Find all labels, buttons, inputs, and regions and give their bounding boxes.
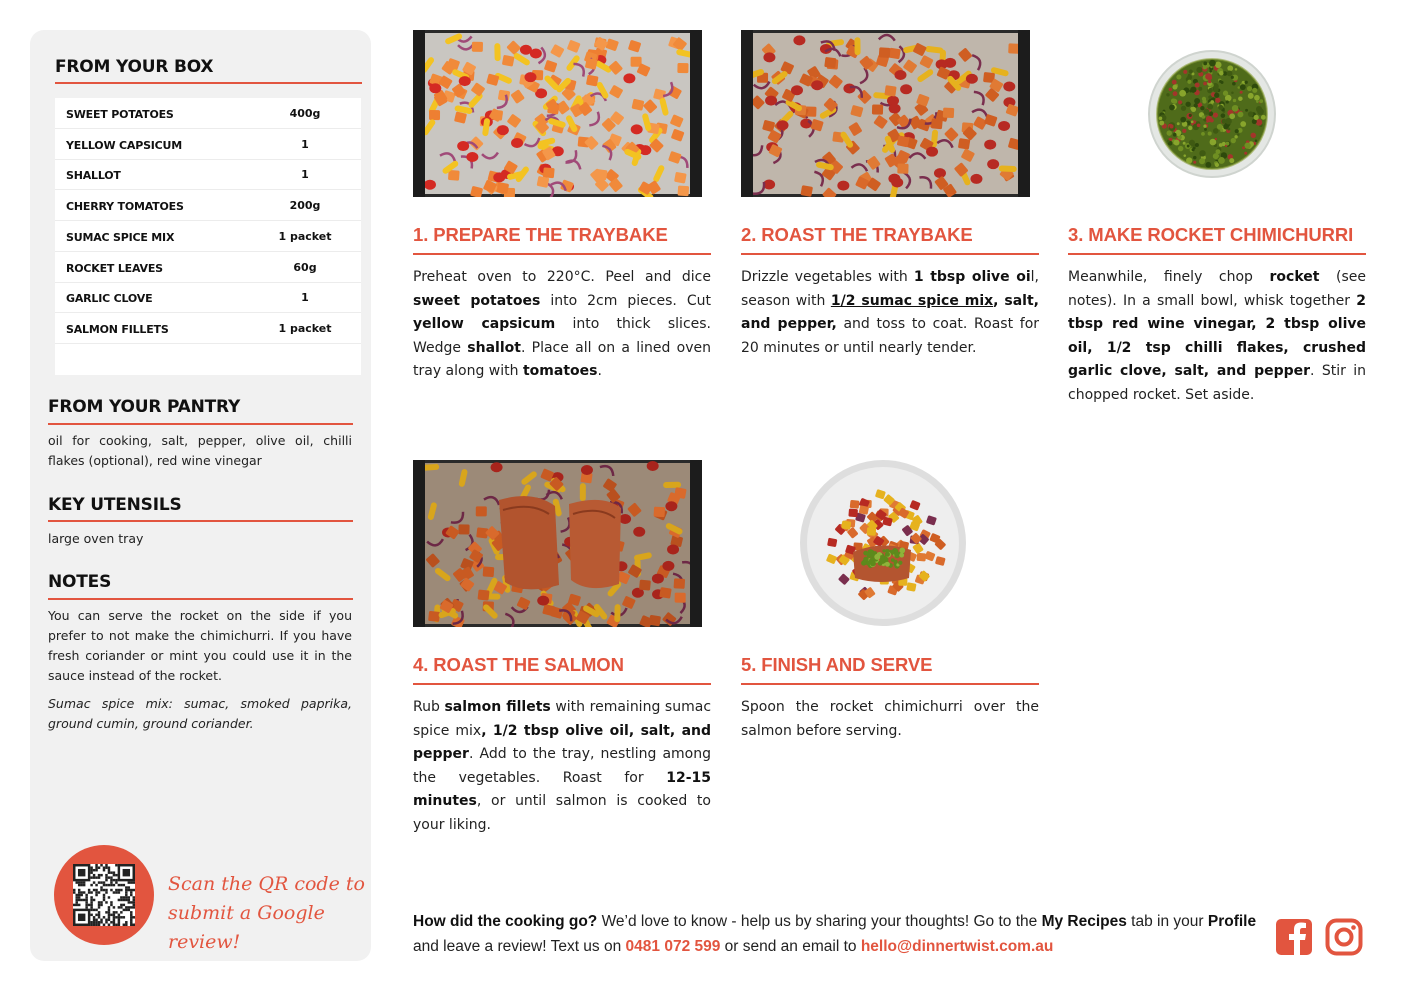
heading-rule [48,520,353,522]
text-run: tomatoes [522,363,598,379]
step-5-body [741,696,1039,743]
text-run: and toss to coat. Roast for 20 minutes or until nearly tender. [741,316,1040,356]
step-4-body [413,696,711,837]
ingredient-qty: 200g [289,199,321,213]
step-5-image [741,460,1039,627]
ingredient-qty: 400g [289,107,321,120]
from-your-pantry-heading: FROM YOUR PANTRY [48,397,241,417]
ingredient-qty: 1 packet [278,229,332,243]
notes-italic-text: Sumac spice mix: sumac, smoked paprika, ground cumin, ground coriander. [48,696,352,731]
step-5-rule [741,683,1039,685]
ingredient-row [55,313,361,344]
qr-caption-line-1: Scan the QR code to [168,873,365,895]
text-run: 2 tbsp red wine vinegar, 2 tbsp olive oil, 1/2 tsp chilli flakes, crushed garlic clove, salt, and pepper [1068,292,1366,379]
text-run: , 1/2 tbsp olive oil, salt, and pepper [413,722,711,762]
ingredient-name: GARLIC CLOVE [66,292,153,306]
ingredient-qty: 1 [301,137,309,151]
step-1-image [413,30,702,197]
heading-rule [55,82,362,84]
step-2-body [741,266,1039,360]
text-run: . Place all on a lined oven tray along with [413,339,711,379]
text-run: Drizzle vegetables with [741,269,914,285]
text-run: My Recipes [1041,913,1127,930]
step-2-title: 2. ROAST THE TRAYBAKE [741,224,973,245]
ingredient-name: SALMON FILLETS [66,322,169,336]
ingredient-row [55,159,361,190]
step-4-rule [413,683,711,685]
text-run: and leave a review! Text us on [413,938,626,955]
step-5-title: 5. FINISH AND SERVE [741,654,933,675]
ingredient-name: CHERRY TOMATOES [66,200,184,214]
text-run: salmon fillets [444,699,551,715]
step-3-title: 3. MAKE ROCKET CHIMICHURRI [1068,224,1354,245]
notes-heading: NOTES [48,572,112,592]
text-run: 1/2 sumac spice mix [830,292,994,309]
step-3-image [1068,30,1366,197]
ingredient-row [55,190,361,221]
text-run: . [597,363,602,379]
text-run: rocket [1269,269,1320,285]
ingredient-row [55,282,361,313]
ingredient-qty: 1 [301,291,309,305]
plate-served-picture [741,460,1039,627]
tray-raw-vegetables-picture [413,30,702,197]
bowl-chimichurri-picture [1068,30,1366,197]
ingredient-name: SUMAC SPICE MIX [66,230,175,244]
step-2-image [741,30,1030,197]
step-2-rule [741,253,1039,255]
text-run: sweet potatoes [413,292,541,309]
text-run: into thick slices. Wedge [413,316,711,356]
ingredient-qty: 1 packet [278,321,332,335]
contact-link[interactable]: 0481 072 599 [625,938,721,955]
text-run: into 2cm pieces. Cut [540,292,711,309]
step-4-title: 4. ROAST THE SALMON [413,654,624,675]
text-run: l, season with [741,269,1039,309]
notes-text: You can serve the rocket on the side if you prefer to not make the chimichurri. If you have fresh coriander or mint you could use it in the sauce instead of the rocket. [48,608,352,683]
qr-code-badge[interactable] [54,845,154,945]
qr-caption-line-2: submit a Google review! [168,902,325,953]
facebook-icon[interactable] [1275,918,1313,956]
text-run: 12-15 minutes [413,769,711,809]
contact-link[interactable]: hello@dinnertwist.com.au [860,938,1054,955]
text-run: . Stir in chopped rocket. Set aside. [1068,363,1366,403]
step-3-rule [1068,253,1366,255]
text-run: , or until salmon is cooked to your liking. [413,793,711,833]
text-run: How did the cooking go? [413,913,598,930]
step-1-body [413,266,711,384]
ingredient-qty: 1 [301,168,309,182]
tray-roasted-vegetables-picture [741,30,1030,197]
text-run: with remaining sumac spice mix [413,699,712,739]
ingredient-row [55,252,361,283]
text-run: Preheat oven to 220°C. Peel and dice [413,269,711,285]
step-1-rule [413,253,711,255]
pantry-text: oil for cooking, salt, pepper, olive oil, chilli flakes (optional), red wine vinegar [48,433,352,468]
qr-code-icon[interactable] [73,864,135,926]
text-run: Profile [1207,913,1257,930]
key-utensils-heading: KEY UTENSILS [48,495,182,515]
utensils-text: large oven tray [48,531,144,546]
step-3-body [1068,266,1366,407]
step-1-title: 1. PREPARE THE TRAYBAKE [413,224,668,245]
text-run: We’d love to know - help us by sharing your thoughts! Go to the [597,913,1042,930]
text-run: shallot [467,339,521,356]
text-run: Rub [413,699,445,715]
ingredients-table [55,98,361,375]
text-run: tab in your [1126,913,1208,930]
text-run: , salt, and pepper, [741,292,1039,332]
ingredient-qty: 60g [293,260,317,274]
text-run: or send an email to [720,938,861,955]
text-run: (see notes). In a small bowl, whisk together [1068,269,1366,309]
text-run: 1 tbsp olive oi [913,269,1031,285]
ingredient-row [55,129,361,160]
ingredient-name: ROCKET LEAVES [66,261,163,275]
text-run: Spoon the rocket chimichurri over the salmon before serving. [741,699,1039,739]
ingredient-row [55,98,361,129]
heading-rule [48,423,353,425]
text-run: . Add to the tray, nestling among the vegetables. Roast for [413,746,711,786]
tray-salmon-picture [413,460,702,627]
ingredient-name: SWEET POTATOES [66,108,174,121]
from-your-box-heading: FROM YOUR BOX [55,57,214,77]
review-footer [413,909,1263,959]
ingredient-row [55,221,361,252]
ingredient-name: SHALLOT [66,169,121,183]
heading-rule [48,598,353,600]
step-4-image [413,460,702,627]
text-run: yellow capsicum [413,316,556,332]
text-run: Meanwhile, finely chop [1068,269,1270,285]
qr-caption [168,870,368,957]
ingredient-name: YELLOW CAPSICUM [66,138,183,152]
ingredients-sidebar [30,30,371,961]
instagram-icon[interactable] [1325,918,1363,956]
